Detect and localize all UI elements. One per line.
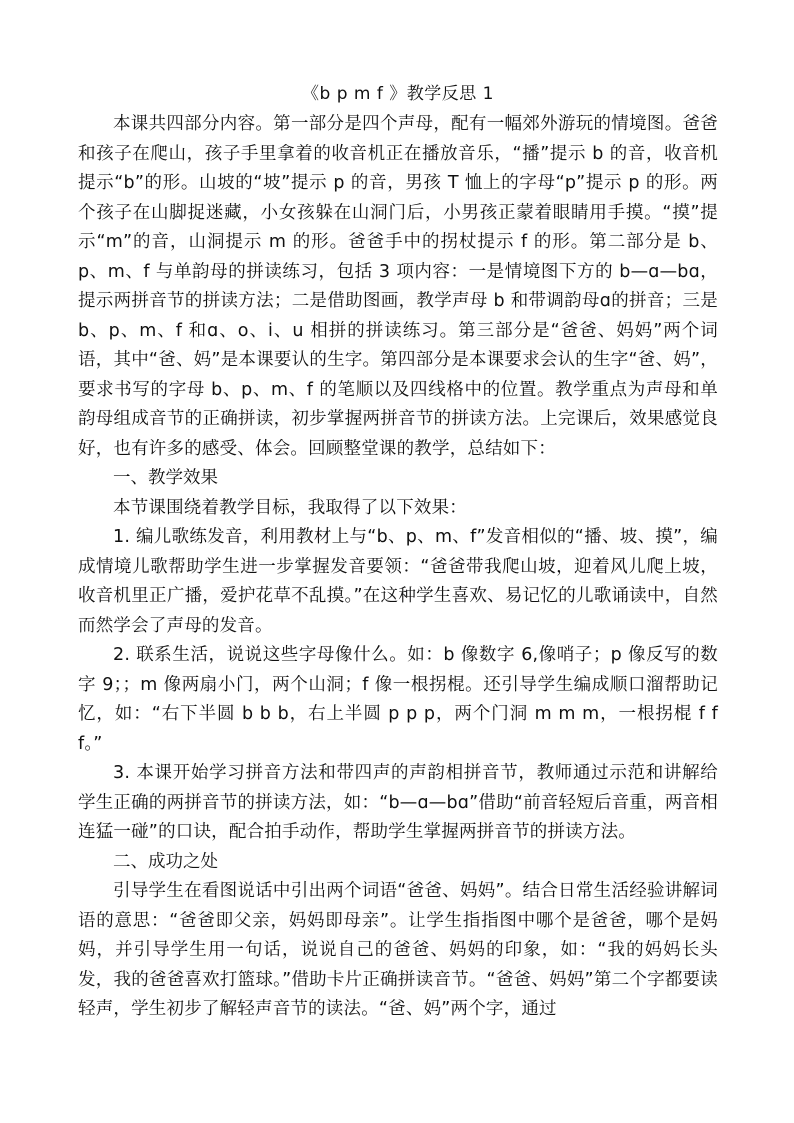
document-title: 《b p m f 》教学反思 1	[302, 84, 494, 104]
section-heading-teaching-effect: 一、教学效果	[113, 468, 218, 488]
document-page	[78, 80, 718, 1025]
success-paragraph: 引导学生在看图说话中引出两个词语“爸爸、妈妈”。结合日常生活经验讲解词语的意思：“爸爸即父亲，妈妈即母亲”。让学生指指图中哪个是爸爸，哪个是妈妈，并引导学生用一句话，说说自己的爸爸、妈妈的印象，如：“我的妈妈长头发，我的爸爸喜欢打篮球。”借助卡片正确拼读音节。“爸爸、妈妈”第二个字都要读轻声，学生初步了解轻声音节的读法。“爸、妈”两个字，通过	[78, 881, 718, 1019]
intro-paragraph: 本课共四部分内容。第一部分是四个声母，配有一幅郊外游玩的情境图。爸爸和孩子在爬山，孩子手里拿着的收音机正在播放音乐，“播”提示 b 的音，收音机提示“b”的形。山坡的“坡”提示 p 的音，男孩 T 恤上的字母“p”提示 p 的形。两个孩子在山脚捉迷藏，小女孩躲在山洞门后，小男孩正蒙着眼睛用手摸。“摸”提示“m”的音，山洞提示 m 的形。爸爸手中的拐杖提示 f 的形。第二部分是 b、p、m、f 与单韵母的拼读练习，包括 3 项内容：一是情境图下方的 b—ɑ—bɑ，提示两拼音节的拼读方法；二是借助图画，教学声母 b 和带调韵母ɑ的拼音；三是 b、p、m、f 和ɑ、o、i、u 相拼的拼读练习。第三部分是“爸爸、妈妈”两个词语，其中“爸、妈”是本课要认的生字。第四部分是本课要求会认的生字“爸、妈”，要求书写的字母 b、p、m、f 的笔顺以及四线格中的位置。教学重点为声母和单韵母组成音节的正确拼读，初步掌握两拼音节的拼读方法。上完课后，效果感觉良好，也有许多的感受、体会。回顾整堂课的教学，总结如下：	[78, 114, 718, 459]
section1-intro-paragraph: 本节课围绕着教学目标，我取得了以下效果：	[113, 497, 467, 518]
effect-item-3: 3. 本课开始学习拼音方法和带四声的声韵相拼音节，教师通过示范和讲解给学生正确的两拼音节的拼读方法，如：“b—ɑ—bɑ”借助“前音轻短后音重，两音相连猛一碰”的口诀，配合拍手动作，帮助学生掌握两拼音节的拼读方法。	[78, 763, 718, 842]
effect-item-1: 1. 编儿歌练发音，利用教材上与“b、p、m、f”发音相似的“播、坡、摸”，编成情境儿歌帮助学生进一步掌握发音要领：“爸爸带我爬山坡，迎着风儿爬上坡，收音机里正广播，爱护花草不乱摸。”在这种学生喜欢、易记忆的儿歌诵读中，自然而然学会了声母的发音。	[78, 527, 718, 636]
effect-item-2: 2. 联系生活，说说这些字母像什么。如：b 像数字 6,像哨子；p 像反写的数字 9；；m 像两扇小门，两个山洞；f 像一根拐棍。还引导学生编成顺口溜帮助记忆，如：“右下半圆 b b b，右上半圆 p p p，两个门洞 m m m，一根拐棍 f f f。”	[78, 645, 718, 754]
section-heading-success: 二、成功之处	[113, 851, 218, 872]
